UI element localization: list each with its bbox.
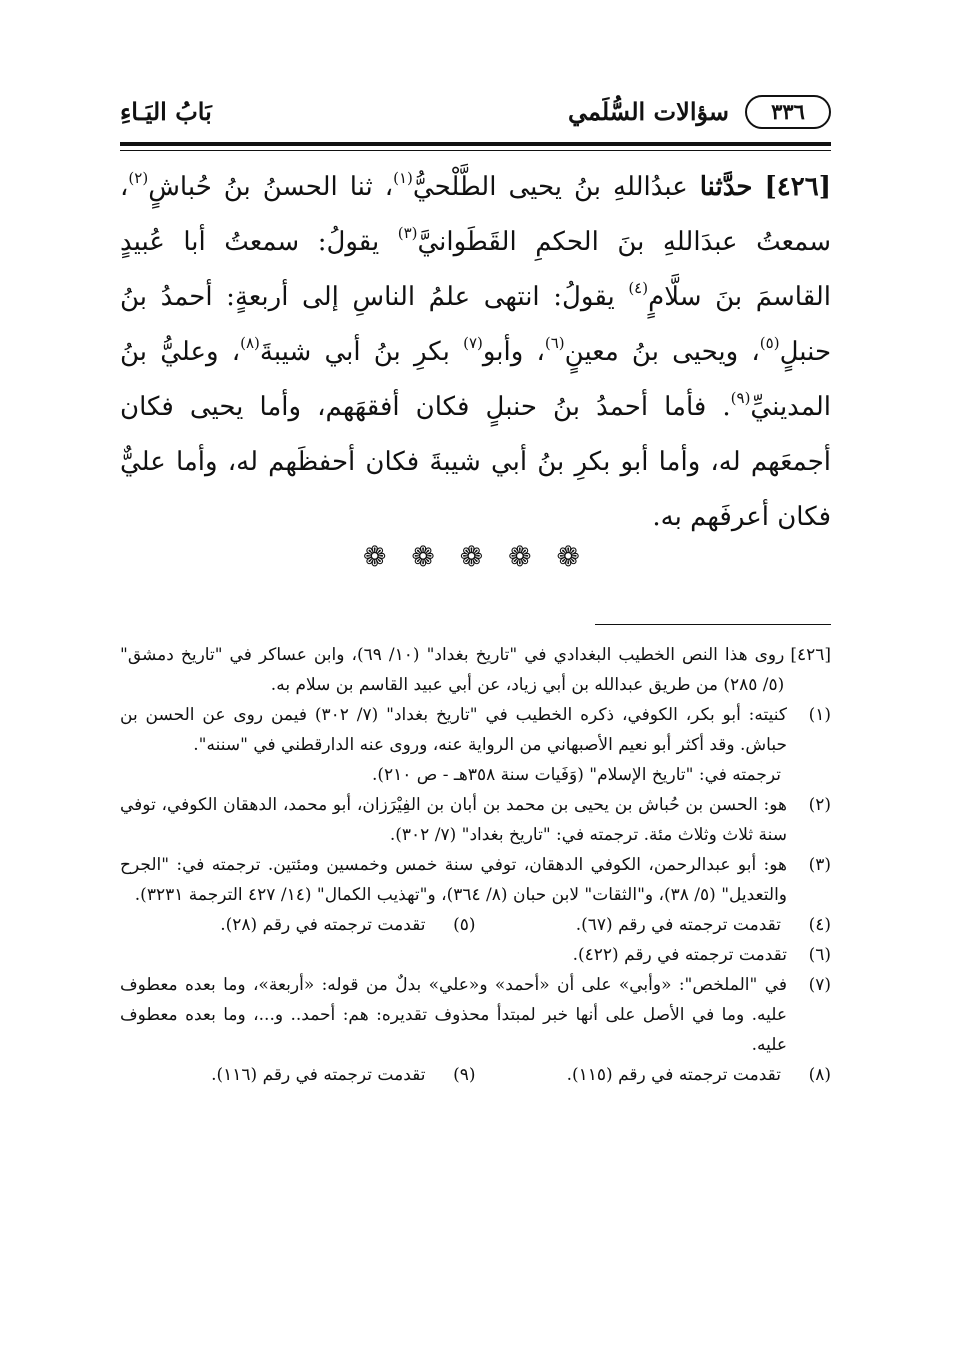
footnote-ref: (٧) <box>463 334 483 352</box>
footnote-text: هو: الحسن بن حُباش بن يحيى بن محمد بن أبان بن الفِيْرَزان، أبو محمد، الدهقان الكوفي، توفي سنة ثلاث وثلاث مئة. ترجمته في: "تاريخ بغداد" (٧/ ٣٠٢). <box>120 795 787 845</box>
footnote-label: (٣) <box>808 855 831 875</box>
footnote-text: روى هذا النص الخطيب البغدادي في "تاريخ بغداد" (١٠/ ٦٩)، وابن عساكر في "تاريخ دمشق" (٥/ ٢٨٥) من طريق عبدالله بن أبي زياد، عن أبي عبيد القاسم بن سلام به. <box>120 645 785 695</box>
header-rule-thin <box>120 150 831 151</box>
footnote-text: في "الملخص": «وأبي» على أن «أحمد» و«علي» بدلٌ من قوله: «أربعة»، وما بعده معطوف عليه. وما في الأصل على أنها خبر لمبتدأ محذوف تقديره: هم: أحمد.. و...، وما بعده معطوف عليه. <box>120 975 787 1055</box>
footnote-3 <box>120 850 831 910</box>
footnote-text: تقدمت ترجمته في رقم (٦٧). <box>575 915 781 935</box>
footnote-label: (٩) <box>453 1065 476 1085</box>
footnote-1-continued <box>120 760 831 790</box>
footnote-ref: (١) <box>393 169 413 187</box>
page-number-badge: ٣٣٦ <box>745 95 831 129</box>
footnote-label: (٨) <box>808 1065 831 1085</box>
footnote-4 <box>476 910 832 940</box>
footnote-text: تقدمت ترجمته في رقم (١١٦). <box>211 1065 426 1085</box>
text-segment: ، ثنا الحسنُ بنُ حُباشٍ <box>148 172 394 202</box>
footnote-ref: (٣) <box>397 224 418 242</box>
footnote-text: هو: أبو عبدالرحمن، الكوفي الدهقان، توفي سنة خمس وخمسين ومئتين. ترجمته في: "الجرح والتعديل" (٥/ ٣٨)، و"الثقات" لابن حبان (٨/ ٣٦٤)، و"تهذيب الكمال" (١٤/ ٤٢٧ الترجمة ٣٢٣١). <box>120 855 787 905</box>
footnote-text: تقدمت ترجمته في رقم (٢٨). <box>220 915 426 935</box>
footnote-label: (٦) <box>808 945 831 965</box>
ornament-divider: ❁ ❁ ❁ ❁ ❁ <box>363 540 588 573</box>
text-segment: . فأما أحمدُ بنُ حنبلٍ فكان أفقهَهم، وأما يحيى فكان أجمعَهم له، وأما أبو بكرِ بنُ أبي شيبةَ فكان أحفظَهم له، وأما عليٌّ فكان أعرفَهم به. <box>120 392 831 532</box>
text-segment: ، سمعتُ عبدَاللهِ بنَ الحكمِ القَطَوانيَّ <box>120 172 831 257</box>
text-segment: ، ويحيى بنُ معينٍ <box>564 337 760 367</box>
footnote-rule <box>595 624 831 625</box>
footnote-ref: (٢) <box>128 169 149 187</box>
footnote-text: تقدمت ترجمته في رقم (١١٥). <box>566 1065 781 1085</box>
footnote-6 <box>120 940 831 970</box>
text-segment: يقولُ: انتهى علمُ الناسِ إلى أربعةٍ: أحمدُ بنُ حنبلٍ <box>120 282 832 367</box>
footnote-ref: (٥) <box>759 334 780 352</box>
footnote-ref: (٤) <box>628 279 649 297</box>
text-segment: ، وأبو <box>482 337 545 367</box>
footnote-text: كنيته: أبو بكر، الكوفي، ذكره الخطيب في "تاريخ بغداد" (٧/ ٣٠٢) فيمن روى عن الحسن بن حباش. وقد أكثر أبو نعيم الأصبهاني من الرواية عنه، وروى عنه الدارقطني في "سننه". <box>120 705 787 755</box>
footnote-source <box>120 640 831 700</box>
text-segment: عبدُاللهِ بنُ يحيى الطَّلْحيُّ <box>412 172 688 202</box>
entry-number: [٤٢٦] <box>764 172 832 202</box>
footnote-ref: (٨) <box>240 334 260 352</box>
footnotes-4-5 <box>120 910 831 940</box>
footnote-label: (٢) <box>808 795 831 815</box>
text-segment: بكرِ بنُ أبي شيبةَ <box>259 337 464 367</box>
header-rule-thick <box>120 142 831 146</box>
footnote-5 <box>120 910 476 940</box>
footnote-7 <box>120 970 831 1060</box>
footnote-label: (٧) <box>808 975 831 995</box>
footnote-text: ترجمته في: "تاريخ الإسلام" (وَفَيات سنة ٣٥٨هـ - ص ٢١٠). <box>371 765 781 785</box>
footnote-text: تقدمت ترجمته في رقم (٤٢٢). <box>572 945 787 965</box>
footnote-ref: (٩) <box>730 389 751 407</box>
footnote-9 <box>120 1060 476 1090</box>
main-text <box>120 160 831 545</box>
footnote-2 <box>120 790 831 850</box>
footnote-8 <box>476 1060 832 1090</box>
footnote-label: (٤) <box>808 915 831 935</box>
text-segment: ، وعليُّ بنُ المدينيِّ <box>120 337 831 422</box>
text-segment: يقولُ: سمعتُ أبا عُبيدٍ القاسمَ بنَ سلَّامٍ <box>120 227 832 312</box>
book-title: سؤالات السُّلَمي <box>567 97 729 126</box>
footnote-1 <box>120 700 831 760</box>
footnotes-8-9 <box>120 1060 831 1090</box>
page-header <box>120 93 831 139</box>
entry-lead: حدَّثنا <box>699 172 753 202</box>
footnote-label: (١) <box>808 705 831 725</box>
footnotes <box>120 640 831 1090</box>
footnote-ref: (٦) <box>544 334 565 352</box>
section-title: بَابُ اليَـاءِ <box>120 97 212 126</box>
footnote-label: (٥) <box>453 915 476 935</box>
footnote-label: [٤٢٦] <box>790 645 831 665</box>
